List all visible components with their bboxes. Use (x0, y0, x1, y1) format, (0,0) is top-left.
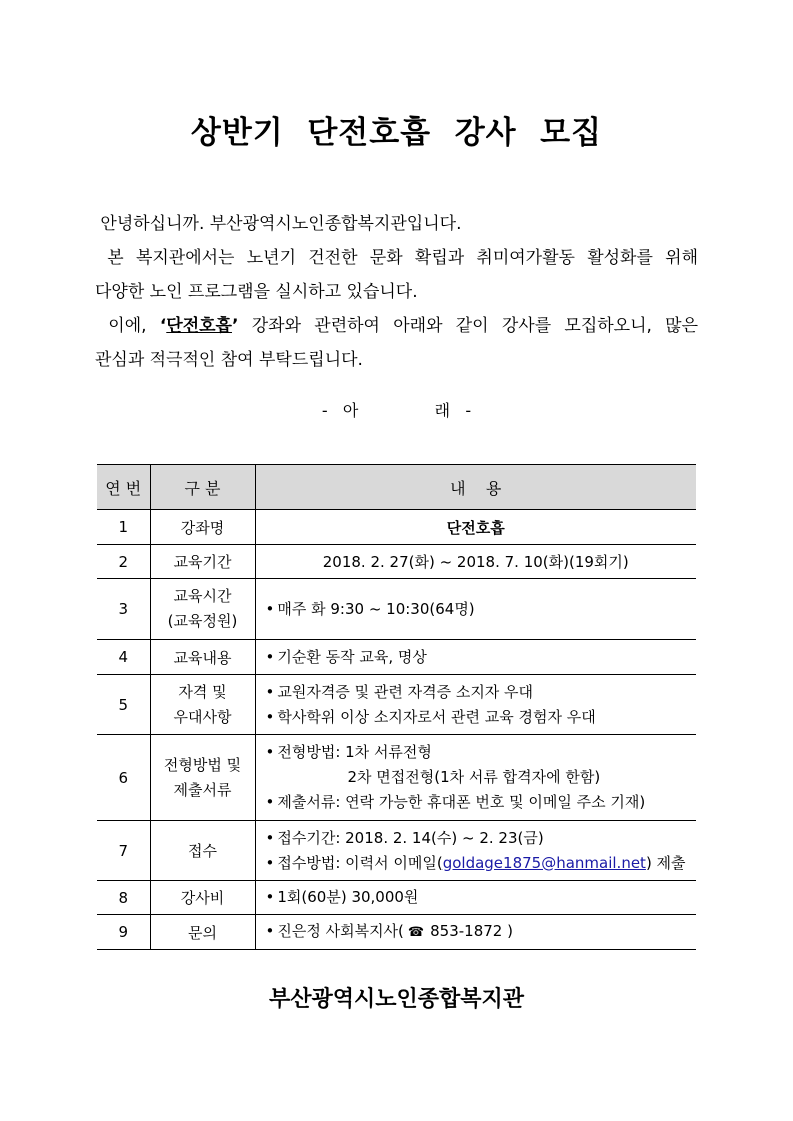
row-number: 2 (97, 545, 150, 579)
row-category: 강사비 (150, 881, 255, 915)
row-number: 5 (97, 675, 150, 735)
table-row (97, 915, 696, 950)
intro-request-line2: 관심과 적극적인 참여 부탁드립니다. (95, 350, 363, 370)
row-category: 교육기간 (150, 545, 255, 579)
row-category: 자격 및 우대사항 (150, 675, 255, 735)
row-category: 접수 (150, 821, 255, 881)
table-row (97, 545, 696, 579)
telephone-icon: ☎ (407, 925, 425, 940)
intro-paragraph-line1: 본 복지관에서는 노년기 건전한 문화 확립과 취미여가활동 활성화를 위해 (107, 248, 699, 268)
row-content: • 전형방법: 1차 서류전형 2차 면접전형(1차 서류 합격자에 한함) • 제출서류: 연락 가능한 휴대폰 번호 및 이메일 주소 기재) (255, 735, 696, 821)
row-category: 전형방법 및 제출서류 (150, 735, 255, 821)
page-title: 상반기 단전호흡 강사 모집 (190, 115, 603, 151)
row-category: 교육내용 (150, 640, 255, 675)
row-category: 문의 (150, 915, 255, 950)
section-divider-ara: - 아 래 - (321, 401, 472, 420)
row-category: 교육시간 (교육정원) (150, 579, 255, 640)
row-content: • 매주 화 9:30 ~ 10:30(64명) (255, 579, 696, 640)
header-number: 연 번 (97, 465, 150, 510)
row-content: • 기순환 동작 교육, 명상 (255, 640, 696, 675)
recruitment-info-table (97, 464, 696, 950)
row-content: • 진은정 사회복지사( ☎ 853-1872 ) (255, 915, 696, 950)
organization-footer: 부산광역시노인종합복지관 (268, 987, 525, 1012)
table-row (97, 735, 696, 821)
table-row (97, 881, 696, 915)
row-content: • 교원자격증 및 관련 자격증 소지자 우대 • 학사학위 이상 소지자로서 관련 교육 경험자 우대 (255, 675, 696, 735)
table-row (97, 640, 696, 675)
table-header-row (97, 465, 696, 510)
row-number: 6 (97, 735, 150, 821)
intro-greeting: 안녕하십니까. 부산광역시노인종합복지관입니다. (100, 214, 462, 234)
row-content: 2018. 2. 27(화) ~ 2018. 7. 10(화)(19회기) (255, 545, 696, 579)
intro-text (95, 207, 698, 377)
email-link[interactable]: goldage1875@hanmail.net (442, 853, 646, 872)
row-number: 9 (97, 915, 150, 950)
header-content: 내 용 (255, 465, 696, 510)
table-row (97, 579, 696, 640)
row-number: 1 (97, 510, 150, 545)
intro-request-line1: 이에, ‘단전호흡’ 강좌와 관련하여 아래와 같이 강사를 모집하오니, 많은 (108, 316, 699, 336)
table-row (97, 821, 696, 881)
row-content: • 1회(60분) 30,000원 (255, 881, 696, 915)
lecture-name-emphasis: ‘단전호흡’ (159, 316, 239, 336)
header-category: 구 분 (150, 465, 255, 510)
row-content: • 접수기간: 2018. 2. 14(수) ~ 2. 23(금) • 접수방법: 이력서 이메일(goldage1875@hanmail.net) 제출 (255, 821, 696, 881)
row-number: 4 (97, 640, 150, 675)
table-row (97, 675, 696, 735)
intro-paragraph-line2: 다양한 노인 프로그램을 실시하고 있습니다. (95, 282, 418, 302)
table-row (97, 510, 696, 545)
row-number: 3 (97, 579, 150, 640)
row-category: 강좌명 (150, 510, 255, 545)
row-content: 단전호흡 (255, 510, 696, 545)
row-number: 7 (97, 821, 150, 881)
row-number: 8 (97, 881, 150, 915)
